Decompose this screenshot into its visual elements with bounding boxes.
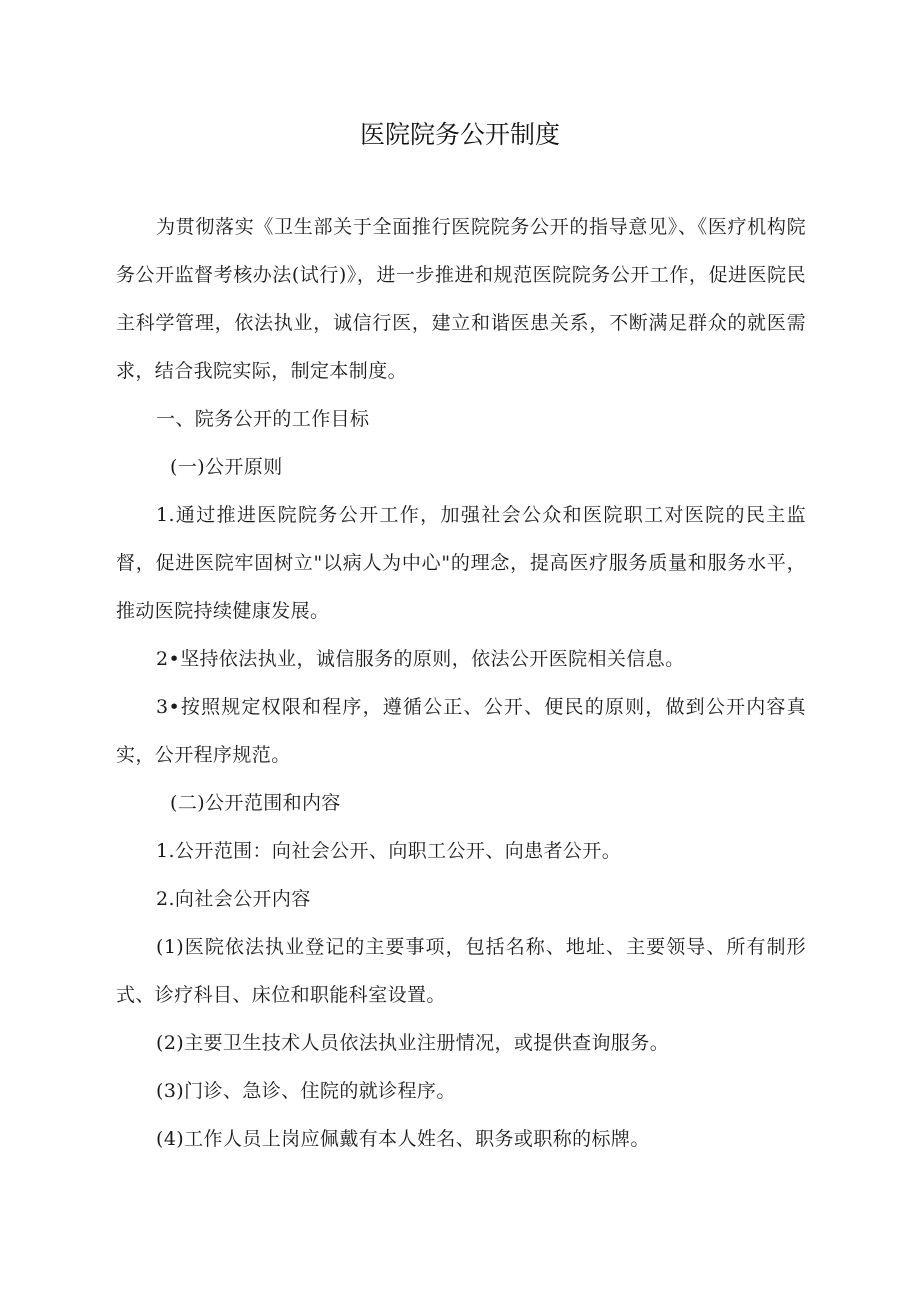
section-heading: 一、院务公开的工作目标	[156, 408, 370, 430]
list-item: 1.通过推进医院院务公开工作，加强社会公众和医院职工对医院的民主监督，促进医院牢固树立"以病人为中心"的理念，提高医疗服务质量和服务水平，推动医院持续健康发展。	[116, 504, 806, 622]
list-item: 1.公开范围：向社会公开、向职工公开、向患者公开。	[156, 840, 622, 862]
document-body	[116, 203, 806, 1163]
subsection-heading: (一)公开原则	[170, 456, 283, 478]
list-item: (4)工作人员上岗应佩戴有本人姓名、职务或职称的标牌。	[156, 1128, 650, 1150]
list-item: (3)门诊、急诊、住院的就诊程序。	[156, 1080, 456, 1102]
subsection-heading: (二)公开范围和内容	[170, 792, 341, 814]
list-item: (1)医院依法执业登记的主要事项，包括名称、地址、主要领导、所有制形式、诊疗科目、床位和职能科室设置。	[116, 936, 806, 1006]
list-item: 2.向社会公开内容	[156, 888, 311, 910]
document-title: 医院院务公开制度	[359, 120, 560, 149]
list-item: 3•按照规定权限和程序，遵循公正、公开、便民的原则，做到公开内容真实，公开程序规范。	[116, 696, 806, 766]
list-item: (2)主要卫生技术人员依法执业注册情况，或提供查询服务。	[156, 1032, 670, 1054]
intro-paragraph: 为贯彻落实《卫生部关于全面推行医院院务公开的指导意见》、《医疗机构院务公开监督考核办法(试行)》，进一步推进和规范医院院务公开工作，促进医院民主科学管理，依法执业，诚信行医，建立和谐医患关系，不断满足群众的就医需求，结合我院实际，制定本制度。	[116, 216, 806, 382]
list-item: 2•坚持依法执业，诚信服务的原则，依法公开医院相关信息。	[156, 648, 685, 670]
